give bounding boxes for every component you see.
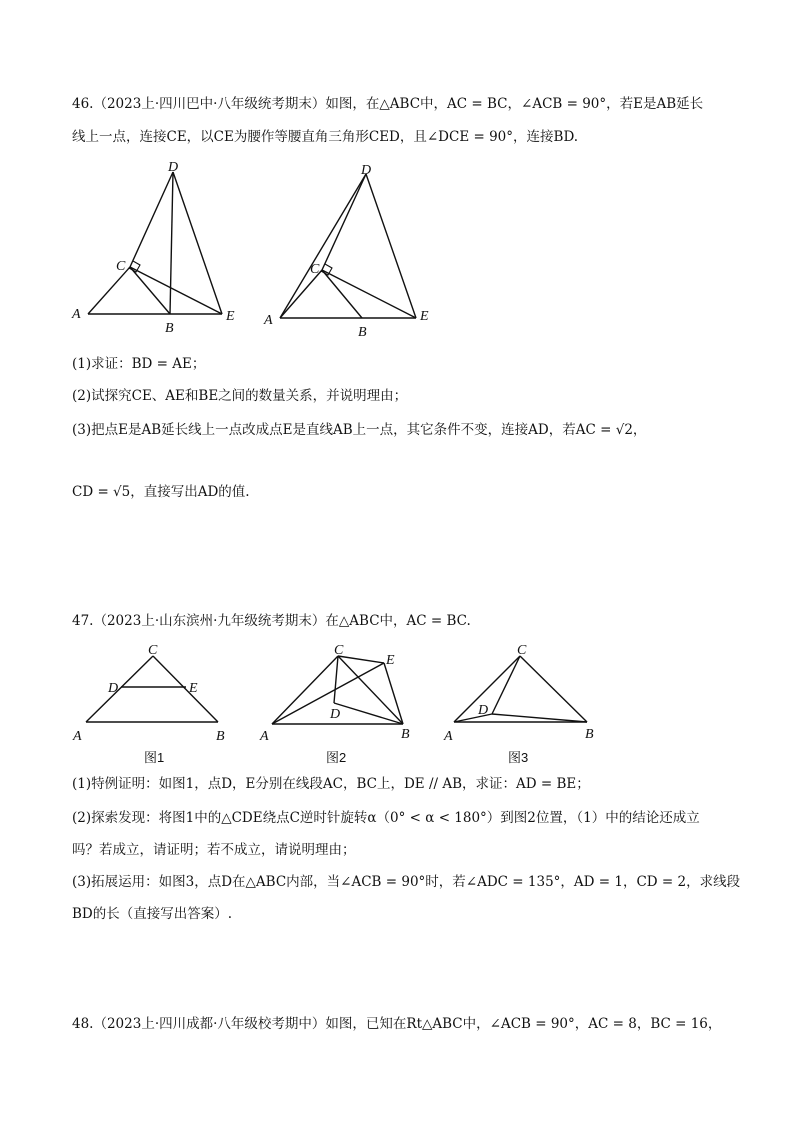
label-B: B — [165, 321, 174, 336]
label-C: C — [334, 643, 344, 658]
label-E: E — [420, 309, 429, 324]
q47-figure-1 — [70, 640, 240, 770]
label-C: C — [517, 643, 527, 658]
label-A: A — [444, 729, 453, 744]
q46-stem-line1: 46.（2023上·四川巴中·八年级统考期末）如图，在△ABC中，AC = BC，∠ACB = 90°，若E是AB延长 — [72, 96, 704, 112]
seg-AC — [86, 656, 153, 722]
label-A: A — [73, 729, 82, 744]
q48-stem: 48.（2023上·四川成都·八年级校考期中）如图，已知在Rt△ABC中，∠ACB = 90°，AC = 8，BC = 16， — [72, 1016, 722, 1032]
seg-CB — [322, 270, 362, 318]
caption-fig2: 图2 — [326, 750, 347, 765]
q46-figure-right — [262, 160, 442, 340]
label-E: E — [386, 653, 395, 668]
seg-BD — [492, 714, 587, 722]
label-D: D — [108, 681, 119, 696]
q47-part3-line1: (3)拓展运用：如图3，点D在△ABC内部，当∠ACB = 90°时，若∠ADC = 135°，AD = 1，CD = 2，求线段 — [72, 874, 741, 890]
q47-part3-line2: BD的长（直接写出答案）. — [72, 906, 233, 922]
seg-CE — [338, 656, 384, 663]
q47-part1: (1)特例证明：如图1，点D，E分别在线段AC，BC上，DE // AB，求证：AD = BE； — [72, 776, 590, 792]
seg-BC — [520, 656, 587, 722]
label-E: E — [189, 681, 198, 696]
q47-part2-line1: (2)探索发现：将图1中的△CDE绕点C逆时针旋转α（0° < α < 180°）到图2位置，（1）中的结论还成立 — [72, 810, 700, 826]
seg-AE — [272, 663, 384, 724]
label-B: B — [401, 727, 410, 742]
label-D: D — [478, 703, 489, 718]
q46-figure-left — [70, 160, 250, 340]
q47-part2-line2: 吗？若成立，请证明；若不成立，请说明理由； — [72, 842, 356, 858]
label-B: B — [216, 729, 225, 744]
seg-CD — [130, 172, 173, 267]
q46-part3-line2: CD = √5，直接写出AD的值. — [72, 484, 250, 500]
q47-figure-3 — [440, 640, 610, 770]
seg-AC — [272, 656, 341, 724]
label-C: C — [116, 259, 126, 274]
q46-part3-line1: (3)把点E是AB延长线上一点改成点E是直线AB上一点，其它条件不变，连接AD，若AC = √2， — [72, 422, 647, 438]
label-C: C — [310, 262, 320, 277]
q47-figure-2 — [258, 640, 428, 770]
caption-fig3: 图3 — [508, 750, 529, 765]
seg-DA — [280, 174, 366, 318]
label-A: A — [260, 729, 269, 744]
seg-CB — [130, 267, 170, 314]
seg-CD — [492, 656, 520, 714]
label-E: E — [226, 309, 235, 324]
seg-CD — [322, 174, 366, 270]
seg-AC — [280, 270, 322, 318]
label-A: A — [72, 307, 81, 322]
seg-DB — [170, 172, 173, 314]
label-A: A — [264, 313, 273, 328]
seg-AC — [88, 267, 130, 314]
q46-part2: (2)试探究CE、AE和BE之间的数量关系，并说明理由； — [72, 388, 408, 404]
label-C: C — [148, 643, 158, 658]
q46-stem-line2: 线上一点，连接CE，以CE为腰作等腰直角三角形CED，且∠DCE = 90°，连接BD. — [72, 129, 579, 145]
label-B: B — [585, 727, 594, 742]
seg-BC — [153, 656, 218, 722]
q47-stem: 47.（2023上·山东滨州·九年级统考期末）在△ABC中，AC = BC. — [72, 613, 471, 629]
label-B: B — [358, 325, 367, 340]
caption-fig1: 图1 — [144, 750, 165, 765]
label-D: D — [330, 707, 341, 722]
q46-part1: (1)求证：BD = AE； — [72, 356, 206, 372]
seg-CD — [334, 656, 338, 703]
label-D: D — [168, 160, 179, 175]
label-D: D — [361, 163, 372, 178]
